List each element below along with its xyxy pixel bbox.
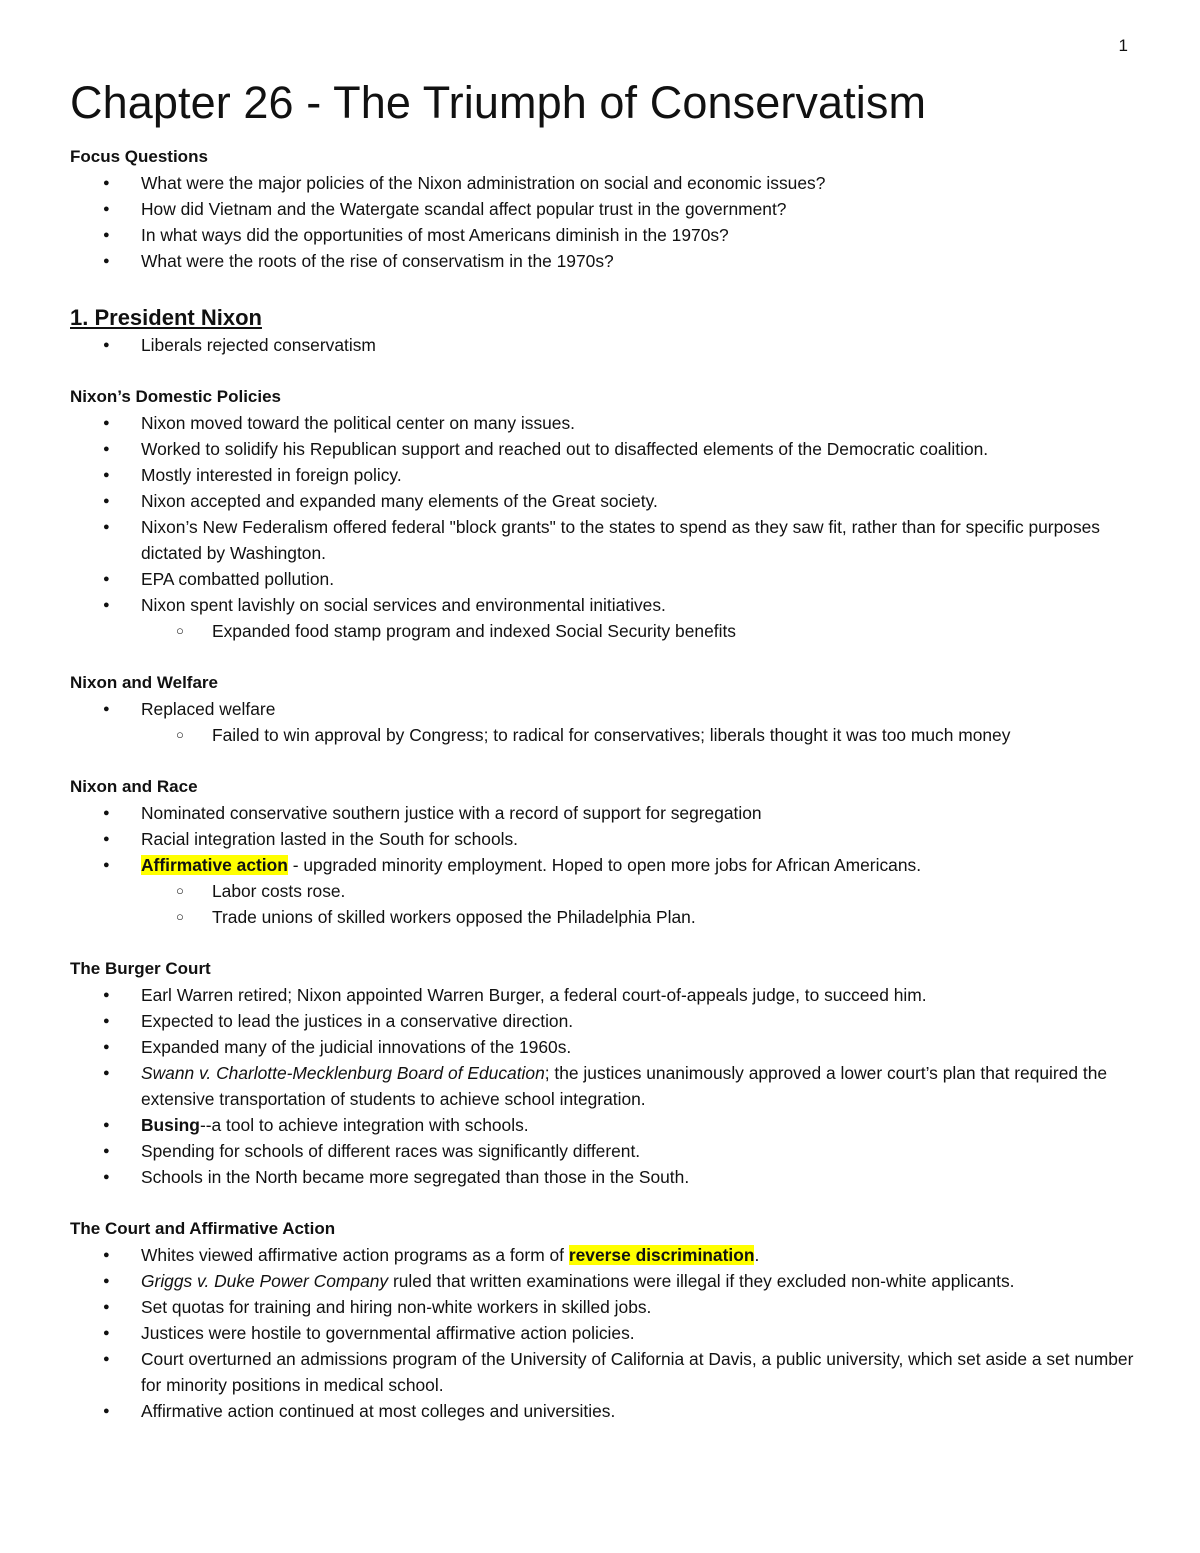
- section1-list: [70, 332, 1150, 358]
- list-item: ● Racial integration lasted in the South for schools.: [141, 826, 1150, 852]
- sub-list-item: ○ Expanded food stamp program and indexed Social Security benefits: [212, 618, 1150, 644]
- list-item: [141, 1242, 1150, 1268]
- burger-list: [70, 982, 1150, 1190]
- document-body: [70, 74, 1150, 1424]
- list-item: ● In what ways did the opportunities of most Americans diminish in the 1970s?: [141, 222, 1150, 248]
- list-item: [141, 1268, 1150, 1294]
- list-item-text: --a tool to achieve integration with schools.: [199, 1115, 529, 1135]
- list-item: ● Nominated conservative southern justice with a record of support for segregation: [141, 800, 1150, 826]
- sub-list-item: ○ Labor costs rose.: [212, 878, 1150, 904]
- list-item: ● Liberals rejected conservatism: [141, 332, 1150, 358]
- court-aa-list: [70, 1242, 1150, 1424]
- list-item-text: .: [754, 1245, 760, 1265]
- list-item-text: Whites viewed affirmative action programs as a form of: [141, 1245, 569, 1265]
- case-name: Griggs v. Duke Power Company: [141, 1271, 389, 1291]
- list-item: [141, 696, 1150, 748]
- list-item: [141, 1112, 1150, 1138]
- list-item: ● Schools in the North became more segregated than those in the South.: [141, 1164, 1150, 1190]
- domestic-heading: Nixon’s Domestic Policies: [70, 387, 281, 406]
- list-item: ● Worked to solidify his Republican support and reached out to disaffected elements of the Democratic coalition.: [141, 436, 1150, 462]
- list-item: ● Spending for schools of different races was significantly different.: [141, 1138, 1150, 1164]
- list-item-text: ruled that written examinations were illegal if they excluded non-white applicants.: [388, 1271, 1015, 1291]
- list-item: [141, 592, 1150, 644]
- welfare-heading: Nixon and Welfare: [70, 673, 218, 692]
- sub-list: [141, 618, 1150, 644]
- list-item: ● EPA combatted pollution.: [141, 566, 1150, 592]
- list-item: ● What were the major policies of the Nixon administration on social and economic issues?: [141, 170, 1150, 196]
- highlighted-term: Affirmative action: [141, 855, 288, 875]
- list-item-text: ; the justices unanimously approved a lower court’s plan that required the extensive transportation of students to achieve school integration.: [141, 1063, 1108, 1109]
- list-item: ● Expected to lead the justices in a conservative direction.: [141, 1008, 1150, 1034]
- list-item: ● Mostly interested in foreign policy.: [141, 462, 1150, 488]
- list-item: ● Nixon moved toward the political center on many issues.: [141, 410, 1150, 436]
- list-item: [141, 852, 1150, 930]
- list-item: ● Court overturned an admissions program of the University of California at Davis, a public university, which set aside a set number for minority positions in medical school.: [141, 1346, 1150, 1398]
- list-item: ● Set quotas for training and hiring non-white workers in skilled jobs.: [141, 1294, 1150, 1320]
- list-item: ● Expanded many of the judicial innovations of the 1960s.: [141, 1034, 1150, 1060]
- race-heading: Nixon and Race: [70, 777, 198, 796]
- focus-list: [70, 170, 1150, 274]
- list-item: ● Justices were hostile to governmental affirmative action policies.: [141, 1320, 1150, 1346]
- sub-list: [141, 722, 1150, 748]
- court-aa-heading: The Court and Affirmative Action: [70, 1219, 336, 1238]
- list-item: ● Affirmative action continued at most colleges and universities.: [141, 1398, 1150, 1424]
- page-title: Chapter 26 - The Triumph of Conservatism: [70, 77, 927, 128]
- burger-heading: The Burger Court: [70, 959, 211, 978]
- domestic-list: [70, 410, 1150, 644]
- sub-list: [141, 878, 1150, 930]
- section-title: 1. President Nixon: [70, 305, 262, 330]
- sub-list-item: ○ Trade unions of skilled workers opposed the Philadelphia Plan.: [212, 904, 1150, 930]
- list-item-text: Nixon spent lavishly on social services and environmental initiatives.: [141, 595, 666, 615]
- race-list: [70, 800, 1150, 930]
- focus-heading: Focus Questions: [70, 147, 208, 166]
- list-item: ● How did Vietnam and the Watergate scandal affect popular trust in the government?: [141, 196, 1150, 222]
- case-name: Swann v. Charlotte-Mecklenburg Board of Education: [141, 1063, 545, 1083]
- sub-list-item: ○ Failed to win approval by Congress; to radical for conservatives; liberals thought it was too much money: [212, 722, 1150, 748]
- list-item: ● Earl Warren retired; Nixon appointed Warren Burger, a federal court-of-appeals judge, to succeed him.: [141, 982, 1150, 1008]
- list-item-text: Replaced welfare: [141, 699, 276, 719]
- highlighted-term: reverse discrimination: [568, 1245, 755, 1265]
- bold-term: Busing: [141, 1115, 200, 1135]
- list-item: ● Nixon’s New Federalism offered federal "block grants" to the states to spend as they saw fit, rather than for specific purposes dictated by Washington.: [141, 514, 1150, 566]
- list-item: ● Nixon accepted and expanded many elements of the Great society.: [141, 488, 1150, 514]
- page-number: 1: [1118, 36, 1128, 55]
- list-item: [141, 1060, 1150, 1112]
- list-item-text: - upgraded minority employment. Hoped to open more jobs for African Americans.: [287, 855, 922, 875]
- welfare-list: [70, 696, 1150, 748]
- list-item: ● What were the roots of the rise of conservatism in the 1970s?: [141, 248, 1150, 274]
